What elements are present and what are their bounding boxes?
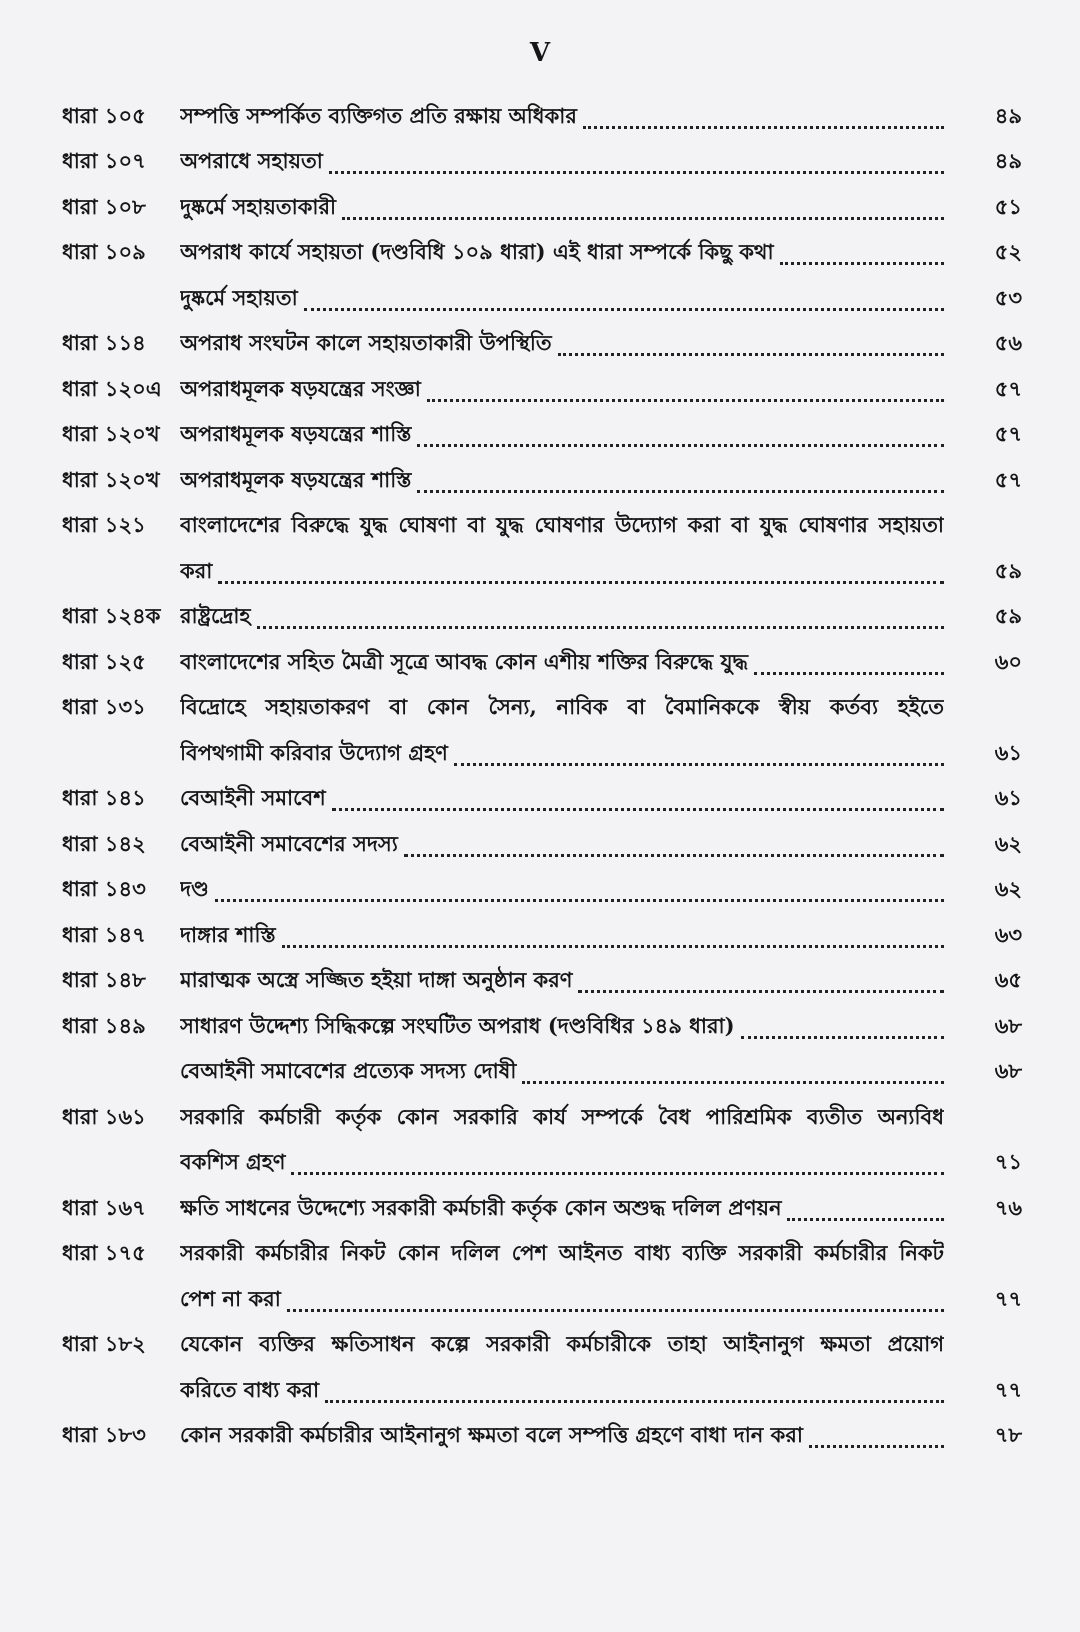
toc-title: অপরাধ কার্যে সহায়তা (দণ্ডবিধি ১০৯ ধারা) এই ধারা সম্পর্কে কিছু কথা	[180, 239, 774, 264]
toc-leader-dots	[809, 1445, 944, 1448]
page-number: V	[529, 38, 551, 68]
toc-page-number: ৬৩	[994, 921, 1022, 947]
toc-title: পেশ না করা	[180, 1285, 281, 1311]
toc-page-number: ৫৭	[994, 421, 1022, 446]
toc-title-line	[180, 327, 944, 362]
toc-entry	[62, 872, 1022, 918]
toc-title-line	[180, 1283, 944, 1318]
toc-title-line	[180, 600, 944, 635]
toc-page-number: ৭৭	[994, 1376, 1022, 1402]
toc-entry	[62, 144, 1022, 190]
toc-leader-dots	[454, 763, 944, 766]
toc-title: অপরাধমূলক ষড়যন্ত্রের সংজ্ঞা	[180, 375, 421, 401]
toc-section-number: ধারা ১৮২	[62, 1331, 146, 1356]
toc-leader-dots	[578, 990, 944, 993]
toc-title-line	[180, 964, 944, 999]
toc-title: সরকারী কর্মচারীর নিকট কোন দলিল পেশ আইনত বাধ্য ব্যক্তি সরকারী কর্মচারীর নিকট	[180, 1240, 944, 1265]
toc-section-number: ধারা ১৬৭	[62, 1194, 146, 1220]
toc-title: অপরাধে সহায়তা	[180, 148, 323, 173]
toc-entry	[62, 781, 1022, 827]
toc-title-line	[180, 236, 944, 271]
toc-leader-dots	[287, 1309, 944, 1312]
toc-section-number: ধারা ১৪২	[62, 830, 146, 856]
toc-section-number: ধারা ১৬১	[62, 1103, 146, 1129]
toc-section-number: ধারা ১৩১	[62, 694, 146, 719]
toc-page-number: ৬৮	[994, 1012, 1022, 1038]
toc-title: করিতে বাধ্য করা	[180, 1376, 320, 1402]
toc-entry	[62, 1099, 1022, 1145]
toc-page-number: ৭১	[994, 1149, 1022, 1174]
toc-entry	[62, 371, 1022, 417]
toc-title-line	[180, 464, 944, 499]
toc-section-number: ধারা ১৪৮	[62, 967, 146, 992]
toc-page-number: ৫৯	[994, 603, 1022, 628]
toc-title: সম্পত্তি সম্পর্কিত ব্যক্তিগত প্রতি রক্ষায় অধিকার	[180, 102, 577, 128]
toc-page-number: ৭৮	[994, 1422, 1022, 1447]
toc-page-number: ৫২	[994, 239, 1022, 264]
toc-leader-dots	[332, 808, 944, 811]
toc-title: অপরাধমূলক ষড়যন্ত্রের শাস্তি	[180, 421, 412, 446]
toc-section-number: ধারা ১২৪ক	[62, 603, 161, 628]
toc-title: বেআইনী সমাবেশের প্রত্যেক সদস্য দোষী	[180, 1058, 517, 1083]
toc-entry	[62, 1327, 1022, 1373]
toc-entry	[62, 1145, 1022, 1191]
toc-section-number: ধারা ১০৮	[62, 193, 146, 219]
toc-entry	[62, 644, 1022, 690]
toc-page-number: ৬২	[994, 830, 1022, 856]
toc-title-line	[180, 509, 944, 544]
toc-section-number: ধারা ১২০খ	[62, 466, 160, 492]
toc-entry	[62, 326, 1022, 372]
toc-entry	[62, 1418, 1022, 1464]
toc-entry	[62, 917, 1022, 963]
toc-title-line	[180, 1010, 944, 1045]
toc-entry	[62, 1372, 1022, 1418]
toc-title-line	[180, 1055, 944, 1090]
toc-title-line	[180, 373, 944, 408]
toc-title: দণ্ড	[180, 876, 209, 901]
toc-page-number: ৫১	[994, 193, 1022, 219]
toc-title-line	[180, 282, 944, 317]
toc-entry	[62, 690, 1022, 736]
toc-title-line	[180, 691, 944, 726]
toc-entry	[62, 553, 1022, 599]
toc-page-number: ৬৫	[994, 967, 1022, 992]
toc-title-line	[180, 418, 944, 453]
toc-section-number: ধারা ১২৫	[62, 648, 146, 674]
toc-section-number: ধারা ১৪১	[62, 785, 146, 810]
toc-title: ক্ষতি সাধনের উদ্দেশ্যে সরকারী কর্মচারী কর্তৃক কোন অশুদ্ধ দলিল প্রণয়ন	[180, 1194, 782, 1220]
toc-leader-dots	[342, 217, 944, 220]
toc-entry	[62, 735, 1022, 781]
toc-title: বিপথগামী করিবার উদ্যোগ গ্রহণ	[180, 739, 448, 765]
toc-title: বেআইনী সমাবেশের সদস্য	[180, 830, 398, 856]
toc-section-number: ধারা ১০৭	[62, 148, 146, 173]
toc-title: বিদ্রোহে সহায়তাকরণ বা কোন সৈন্য, নাবিক বা বৈমানিককে স্বীয় কর্তব্য হইতে	[180, 694, 944, 719]
toc-section-number: ধারা ১৮৩	[62, 1422, 146, 1447]
toc-entry	[62, 235, 1022, 281]
toc-entry	[62, 98, 1022, 144]
toc-page-number: ৬০	[994, 648, 1022, 674]
toc-title-line	[180, 1192, 944, 1227]
toc-title-line	[180, 191, 944, 226]
toc-section-number: ধারা ১৪৯	[62, 1012, 146, 1038]
toc-title-line	[180, 828, 944, 863]
toc-entry	[62, 1008, 1022, 1054]
toc-page-number: ৫৭	[994, 466, 1022, 492]
toc-leader-dots	[304, 308, 944, 311]
toc-title-line	[180, 1419, 944, 1454]
toc-title: বাংলাদেশের সহিত মৈত্রী সূত্রে আবদ্ধ কোন এশীয় শক্তির বিরুদ্ধে যুদ্ধ	[180, 648, 748, 674]
toc-leader-dots	[522, 1081, 944, 1084]
toc-title: দুষ্কর্মে সহায়তাকারী	[180, 193, 337, 219]
toc-title: মারাত্মক অস্ত্রে সজ্জিত হইয়া দাঙ্গা অনুষ্ঠান করণ	[180, 967, 573, 992]
toc-entry	[62, 963, 1022, 1009]
toc-page-number: ৫৩	[994, 284, 1022, 310]
toc-title: করা	[180, 557, 213, 583]
toc-leader-dots	[417, 444, 944, 447]
toc-title-line	[180, 782, 944, 817]
toc-title: কোন সরকারী কর্মচারীর আইনানুগ ক্ষমতা বলে সম্পত্তি গ্রহণে বাধা দান করা	[180, 1422, 803, 1447]
toc-section-number: ধারা ১২০এ	[62, 375, 162, 401]
toc-leader-dots	[325, 1400, 944, 1403]
toc-page-number: ৪৯	[994, 102, 1022, 128]
toc-page-number: ৬৮	[994, 1058, 1022, 1083]
toc-page-number: ৭৬	[994, 1194, 1022, 1220]
toc-page-number: ৫৭	[994, 375, 1022, 401]
toc-title: সরকারি কর্মচারী কর্তৃক কোন সরকারি কার্য সম্পর্কে বৈধ পারিশ্রমিক ব্যতীত অন্যবিধ	[180, 1103, 944, 1129]
toc-page-number: ৬১	[994, 739, 1022, 765]
toc-title-line	[180, 919, 944, 954]
toc-section-number: ধারা ১৪৭	[62, 921, 146, 947]
toc-title-line	[180, 555, 944, 590]
table-of-contents	[62, 98, 1022, 1463]
toc-leader-dots	[329, 171, 944, 174]
toc-entry	[62, 280, 1022, 326]
toc-entry	[62, 1281, 1022, 1327]
toc-leader-dots	[215, 899, 944, 902]
toc-title-line	[180, 1328, 944, 1363]
toc-leader-dots	[754, 672, 944, 675]
toc-entry	[62, 508, 1022, 554]
toc-title-line	[180, 1101, 944, 1136]
toc-leader-dots	[218, 581, 944, 584]
toc-section-number: ধারা ১২১	[62, 512, 146, 537]
toc-entry	[62, 417, 1022, 463]
toc-page-number: ৫৬	[994, 330, 1022, 355]
toc-entry	[62, 189, 1022, 235]
toc-title: বকশিস গ্রহণ	[180, 1149, 286, 1174]
toc-leader-dots	[417, 490, 944, 493]
toc-entry	[62, 1236, 1022, 1282]
toc-section-number: ধারা ১০৫	[62, 102, 146, 128]
toc-leader-dots	[427, 399, 944, 402]
toc-leader-dots	[257, 626, 944, 629]
toc-leader-dots	[787, 1218, 944, 1221]
toc-title: দাঙ্গার শাস্তি	[180, 921, 276, 947]
toc-entry	[62, 1054, 1022, 1100]
toc-leader-dots	[558, 353, 944, 356]
toc-title: অপরাধ সংঘটন কালে সহায়তাকারী উপস্থিতি	[180, 330, 552, 355]
toc-title: দুষ্কর্মে সহায়তা	[180, 284, 298, 310]
toc-section-number: ধারা ১০৯	[62, 239, 146, 264]
toc-title: সাধারণ উদ্দেশ্য সিদ্ধিকল্পে সংঘটিত অপরাধ (দণ্ডবিধির ১৪৯ ধারা)	[180, 1012, 735, 1038]
toc-leader-dots	[291, 1172, 944, 1175]
toc-title-line	[180, 1374, 944, 1409]
toc-title-line	[180, 873, 944, 908]
toc-leader-dots	[741, 1036, 944, 1039]
toc-title-line	[180, 1237, 944, 1272]
toc-section-number: ধারা ১১৪	[62, 330, 146, 355]
toc-leader-dots	[282, 945, 944, 948]
toc-page-number: ৫৯	[994, 557, 1022, 583]
toc-title-line	[180, 145, 944, 180]
toc-page-number: ৪৯	[994, 148, 1022, 173]
toc-title: রাষ্ট্রদ্রোহ	[180, 603, 251, 628]
toc-title: অপরাধমূলক ষড়যন্ত্রের শাস্তি	[180, 466, 412, 492]
toc-entry	[62, 462, 1022, 508]
toc-page-number: ৬২	[994, 876, 1022, 901]
toc-page-number: ৭৭	[994, 1285, 1022, 1311]
toc-title: বেআইনী সমাবেশ	[180, 785, 326, 810]
toc-entry	[62, 599, 1022, 645]
toc-section-number: ধারা ১৪৩	[62, 876, 146, 901]
toc-page-number: ৬১	[994, 785, 1022, 810]
toc-leader-dots	[404, 854, 944, 857]
toc-leader-dots	[583, 126, 944, 129]
toc-title-line	[180, 100, 944, 135]
toc-section-number: ধারা ১২০খ	[62, 421, 160, 446]
toc-title-line	[180, 646, 944, 681]
toc-entry	[62, 1190, 1022, 1236]
toc-title-line	[180, 1146, 944, 1181]
toc-title-line	[180, 737, 944, 772]
toc-title: বাংলাদেশের বিরুদ্ধে যুদ্ধ ঘোষণা বা যুদ্ধ ঘোষণার উদ্যোগ করা বা যুদ্ধ ঘোষণার সহায়তা	[180, 512, 944, 537]
toc-section-number: ধারা ১৭৫	[62, 1240, 146, 1265]
toc-title: যেকোন ব্যক্তির ক্ষতিসাধন কল্পে সরকারী কর্মচারীকে তাহা আইনানুগ ক্ষমতা প্রয়োগ	[180, 1331, 944, 1356]
toc-leader-dots	[780, 262, 944, 265]
toc-entry	[62, 826, 1022, 872]
